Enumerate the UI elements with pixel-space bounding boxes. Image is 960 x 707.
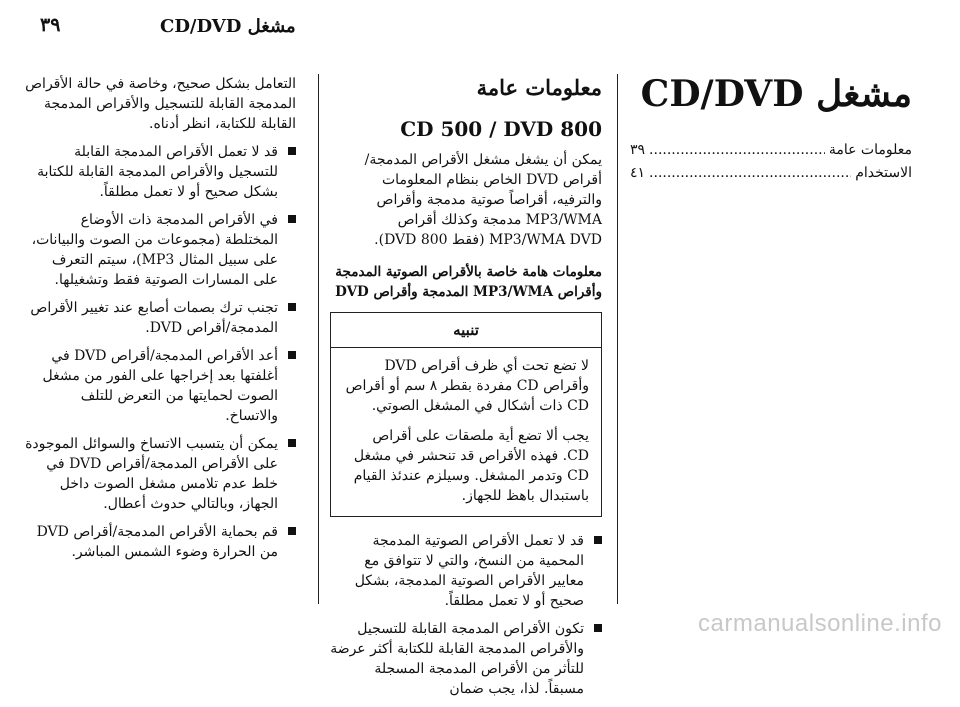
left-column bbox=[24, 74, 296, 570]
bullet-square-icon bbox=[288, 439, 296, 447]
continuation-paragraph: التعامل بشكل صحيح، وخاصة في حالة الأقراص المدمجة القابلة للتسجيل والأقراص المدمجة القابلة للكتابة، انظر أدناه. bbox=[25, 76, 296, 132]
notice-box bbox=[330, 312, 602, 517]
list-item: قد لا تعمل الأقراص الصوتية المدمجة المحمية من النسخ، والتي لا تتوافق مع معايير الأقراص الصوتية المدمجة، بشكل صحيح أو لا تعمل مطلقاً. bbox=[330, 531, 602, 611]
table-of-contents bbox=[630, 140, 912, 183]
bullet-square-icon bbox=[288, 215, 296, 223]
list-item: تجنب ترك بصمات أصابع عند تغيير الأقراص المدمجة/أقراص DVD. bbox=[24, 298, 296, 338]
toc-label: معلومات عامة bbox=[828, 142, 912, 158]
toc-page: ٤١ bbox=[630, 165, 646, 181]
list-item: قد لا تعمل الأقراص المدمجة القابلة للتسجيل والأقراص المدمجة القابلة للكتابة بشكل صحيح أو لا تعمل مطلقاً. bbox=[24, 142, 296, 202]
bullet-list bbox=[24, 142, 296, 562]
right-column bbox=[630, 74, 912, 186]
column-divider-right bbox=[617, 74, 618, 604]
running-title: مشغل CD/DVD bbox=[160, 16, 296, 37]
list-item: يمكن أن يتسبب الاتساخ والسوائل الموجودة على الأقراص المدمجة/أقراص DVD في خلط عدم تلامس مشغل الصوت داخل الجهاز، وبالتالي حدوث أعطال. bbox=[24, 434, 296, 514]
notice-body bbox=[331, 348, 601, 516]
chapter-title: مشغل CD/DVD bbox=[640, 73, 912, 115]
page-header bbox=[40, 14, 920, 46]
column-divider-left bbox=[318, 74, 319, 604]
page-number: ٣٩ bbox=[40, 14, 61, 36]
toc-leader bbox=[649, 163, 851, 183]
notice-heading: تنبيه bbox=[331, 313, 601, 348]
middle-column bbox=[330, 74, 602, 707]
toc-entry[interactable] bbox=[630, 140, 912, 160]
toc-page: ٣٩ bbox=[630, 142, 646, 158]
notice-paragraph: يجب ألا تضع أية ملصقات على أقراص CD. فهذه الأقراص قد تنحشر في مشغل CD وتدمر المشغل. وسيلزم عندئذ القيام باستبدال باهظ للجهاز. bbox=[353, 428, 589, 504]
bullet-square-icon bbox=[594, 536, 602, 544]
list-item: قم بحماية الأقراص المدمجة/أقراص DVD من الحرارة وضوء الشمس المباشر. bbox=[24, 522, 296, 562]
notice-paragraph: لا تضع تحت أي ظرف أقراص DVD وأقراص CD مفردة بقطر ٨ سم أو أقراص CD ذات أشكال في المشغل الصوتي. bbox=[345, 358, 589, 414]
list-item: أعد الأقراص المدمجة/أقراص DVD في أغلفتها بعد إخراجها على الفور من مشغل الصوت لحمايتها من التعرض للتلف والاتساخ. bbox=[24, 346, 296, 426]
section-title: معلومات عامة bbox=[476, 75, 602, 100]
bullet-list bbox=[330, 531, 602, 699]
list-item: تكون الأقراص المدمجة القابلة للتسجيل والأقراص المدمجة القابلة للكتابة أكثر عرضة للتأثر من الأقراص المدمجة المسجلة مسبقاً. لذا، يجب ضمان bbox=[330, 619, 602, 699]
intro-paragraph: يمكن أن يشغل مشغل الأقراص المدمجة/أقراص DVD الخاص بنظام المعلومات والترفيه، أقراصاً صوتية مدمجة وأقراص MP3/WMA مدمجة وكذلك أقراص MP3/WMA DVD (فقط DVD 800). bbox=[364, 152, 602, 248]
bullet-square-icon bbox=[288, 147, 296, 155]
important-info-heading: معلومات هامة خاصة بالأقراص الصوتية المدمجة وأقراص MP3/WMA المدمجة وأقراص DVD bbox=[335, 264, 602, 300]
toc-label: الاستخدام bbox=[855, 165, 912, 181]
list-item: في الأقراص المدمجة ذات الأوضاع المختلطة (مجموعات من الصوت والبيانات، على سبيل المثال MP3)، سيتم التعرف على المسارات الصوتية فقط وتشغيلها. bbox=[24, 210, 296, 290]
bullet-square-icon bbox=[594, 624, 602, 632]
bullet-square-icon bbox=[288, 527, 296, 535]
bullet-square-icon bbox=[288, 351, 296, 359]
bullet-square-icon bbox=[288, 303, 296, 311]
model-title: CD 500 / DVD 800 bbox=[400, 117, 602, 141]
toc-entry[interactable] bbox=[630, 163, 912, 183]
watermark: carmanualsonline.info bbox=[698, 610, 942, 637]
toc-leader bbox=[649, 140, 825, 160]
